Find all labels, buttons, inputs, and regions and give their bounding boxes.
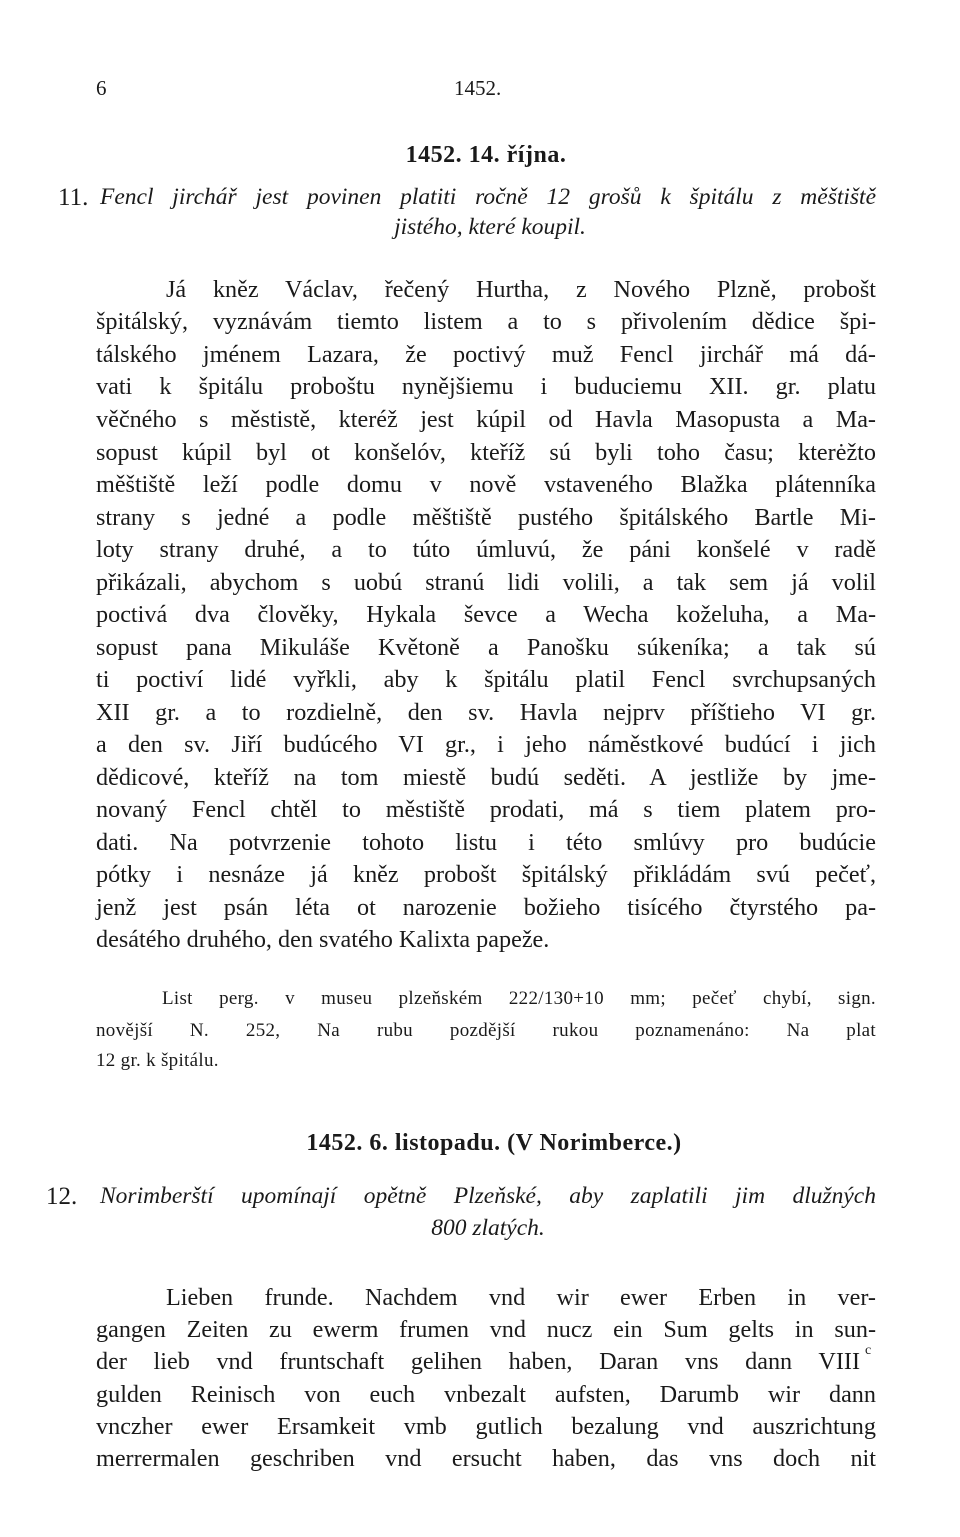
doc11-text-line: sopust kúpil byl ot konšelóv, kteříž sú byli toho času; kterėžto	[96, 439, 876, 466]
doc12-text-line: gulden Reinisch von euch vnbezalt aufsten, Darumb wir dann	[96, 1381, 876, 1408]
running-title: 1452.	[454, 76, 502, 100]
doc11-text-line: loty strany druhé, a to túto úmluvú, že páni konšelé v radě	[96, 536, 876, 563]
doc12-text-line: der lieb vnd fruntschaft gelihen haben, Daran vns dann VIII	[96, 1348, 860, 1375]
doc12-summary-line-2: 800 zlatých.	[431, 1215, 545, 1241]
doc11-text-line: pótky i nesnáze já kněz probošt špitálský přikládám svú pečeť,	[96, 861, 876, 888]
doc11-text-line: sopust pana Mikuláše Květoně a Panošku súkeníka; a tak sú	[96, 634, 876, 661]
doc11-text-line: jenž jest psán léta ot narozenie božieho tisícého čtyrstého pa-	[96, 894, 876, 921]
doc12-date: 1452. 6. listopadu. (V Norimberce.)	[306, 1130, 682, 1156]
doc11-text-line: Já kněz Václav, řečený Hurtha, z Nového Plzně, probošt	[166, 276, 876, 303]
doc11-text-line: novaný Fencl chtěl to městiště prodati, má s tiem platem pro-	[96, 796, 876, 823]
doc11-text-line: tálského jménem Lazara, že poctivý muž Fencl jirchář má dá-	[96, 341, 876, 368]
doc12-summary-line-1: Norimberští upomínají opětně Plzeňské, aby zaplatili jim dlužných	[100, 1183, 876, 1209]
doc12-text-line: vnczher ewer Ersamkeit vmb gutlich bezalung vnd auszrichtung	[96, 1413, 876, 1440]
doc11-text-line: špitálský, vyznávám tiemto listem a to s přivolením dědice špi-	[96, 308, 876, 335]
doc11-text-line: dědicové, kteříž na tom miestě budú seděti. A jestliže by jme-	[96, 764, 876, 791]
doc11-note-line: List perg. v museu plzeňském 222/130+10 mm; pečeť chybí, sign.	[162, 988, 876, 1009]
doc12-text-line: Lieben frunde. Nachdem vnd wir ewer Erben in ver-	[166, 1284, 876, 1311]
doc12-text-line: gangen Zeiten zu ewerm frumen vnd nucz ein Sum gelts in sun-	[96, 1316, 876, 1343]
doc11-note-line: 12 gr. k špitálu.	[96, 1050, 219, 1071]
doc11-text-line: vati k špitálu proboštu nynějšiemu i buduciemu XII. gr. platu	[96, 373, 876, 400]
doc11-date: 1452. 14. října.	[405, 142, 567, 168]
doc11-text-line: ti poctiví lidé vyřkli, aby k špitálu platil Fencl svrchupsaných	[96, 666, 876, 693]
page-number: 6	[96, 76, 107, 100]
doc11-note-line: novější N. 252, Na rubu pozdější rukou poznamenáno: Na plat	[96, 1020, 876, 1041]
doc11-text-line: strany s jedné a podle měštiště pustého špitálského Bartle Mi-	[96, 504, 876, 531]
doc11-text-line: přikázali, abychom s uobú stranú lidi volili, a tak sem já volil	[96, 569, 876, 596]
doc11-number: 11.	[58, 184, 89, 211]
doc12-text-line: merrermalen geschriben vnd ersucht haben, das vns doch nit	[96, 1445, 876, 1472]
doc11-summary-line-1: Fencl jirchář jest povinen platiti ročně 12 grošů k špitálu z měštiště	[100, 184, 876, 210]
doc11-text-line: desátého druhého, den svatého Kalixta papeže.	[96, 926, 550, 953]
superscript-c: c	[865, 1343, 872, 1358]
doc11-text-line: a den sv. Jiří budúcého VI gr., i jeho náměstkové budúcí i jich	[96, 731, 876, 758]
doc11-text-line: poctivá dva člověky, Hykala ševce a Wecha koželuha, a Ma-	[96, 601, 876, 628]
doc12-number: 12.	[46, 1183, 78, 1210]
doc11-text-line: měštiště leží podle domu v nově vstaveného Blažka plátenníka	[96, 471, 876, 498]
doc11-text-line: dati. Na potvrzenie tohoto listu i této smlúvy pro budúcie	[96, 829, 876, 856]
doc11-summary-line-2: jistého, které koupil.	[394, 214, 586, 240]
doc11-text-line: věčného s městistě, kteréž jest kúpil od Havla Masopusta a Ma-	[96, 406, 876, 433]
doc11-text-line: XII gr. a to rozdielně, den sv. Havla nejprv příštieho VI gr.	[96, 699, 876, 726]
